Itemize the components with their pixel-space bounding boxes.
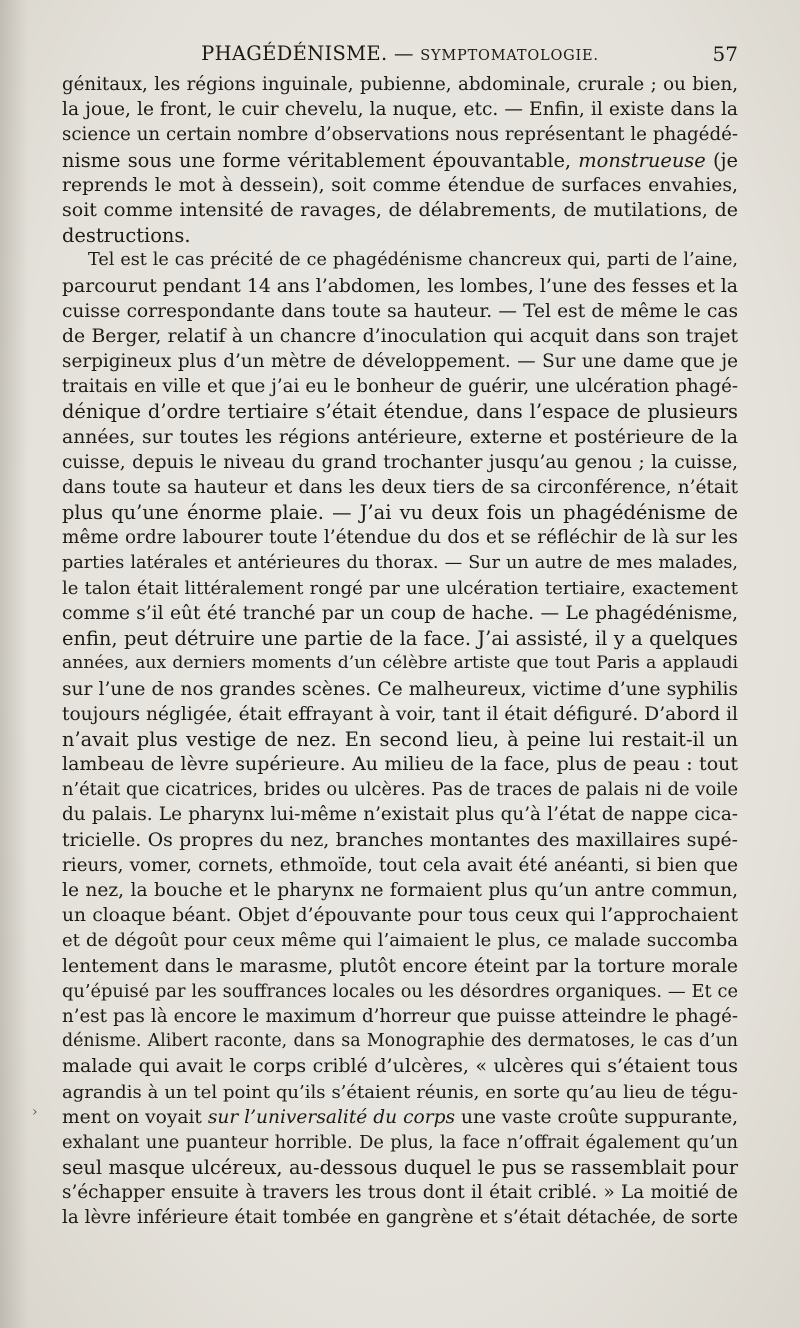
page-gutter-shadow bbox=[0, 0, 28, 1328]
text-line: années, sur toutes les régions antérieure, externe et postérieure de la bbox=[62, 426, 738, 448]
text-line: plus qu’une énorme plaie. — J’ai vu deux fois un phagédénisme de bbox=[62, 501, 738, 525]
text-line: lambeau de lèvre supérieure. Au milieu de la face, plus de peau : tout bbox=[62, 753, 738, 776]
text-line: enfin, peut détruire une partie de la face. J’ai assisté, il y a quelques bbox=[62, 627, 738, 651]
text-line: lentement dans le marasme, plutôt encore éteint par la torture morale bbox=[62, 955, 738, 977]
text-line: la joue, le front, le cuir chevelu, la nuque, etc. — Enfin, il existe dans la bbox=[62, 99, 738, 121]
text-line: parties latérales et antérieures du thorax. — Sur un autre de mes malades, bbox=[62, 552, 738, 573]
text-line: cuisse, depuis le niveau du grand trochanter jusqu’au genou ; la cuisse, bbox=[62, 451, 738, 473]
text-line: le talon était littéralement rongé par une ulcération tertiaire, exactement bbox=[62, 577, 738, 599]
text-line: reprends le mot à dessein), soit comme étendue de surfaces envahies, bbox=[62, 174, 738, 196]
text-line: qu’épuisé par les souffrances locales ou les désordres organiques. — Et ce bbox=[62, 980, 738, 1002]
text-line: années, aux derniers moments d’un célèbre artiste que tout Paris a applaudi bbox=[62, 653, 738, 674]
text-line: n’était que cicatrices, brides ou ulcères. Pas de traces de palais ni de voile bbox=[62, 779, 738, 801]
running-head-section: SYMPTOMATOLOGIE. bbox=[420, 48, 599, 64]
text-line: agrandis à un tel point qu’ils s’étaient réunis, en sorte qu’au lieu de tégu- bbox=[62, 1081, 738, 1103]
text-line: nisme sous une forme véritablement épouvantable, monstrueuse (je bbox=[62, 148, 738, 172]
text-line: serpigineux plus d’un mètre de développement. — Sur une dame que je bbox=[62, 351, 738, 373]
text-line: cuisse correspondante dans toute sa hauteur. — Tel est de même le cas bbox=[62, 300, 738, 322]
text-line: génitaux, les régions inguinale, pubienne, abdominale, crurale ; ou bien, bbox=[62, 74, 738, 95]
text-line: du palais. Le pharynx lui-même n’existait plus qu’à l’état de nappe cica- bbox=[62, 804, 738, 826]
text-line: soit comme intensité de ravages, de délabrements, de mutilations, de bbox=[62, 198, 738, 221]
running-head-chapter: PHAGÉDÉNISME. — bbox=[201, 42, 421, 65]
running-head-title bbox=[62, 42, 738, 65]
text-line: parcourut pendant 14 ans l’abdomen, les lombes, l’une des fesses et la bbox=[62, 275, 738, 297]
text-line: destructions. bbox=[62, 224, 191, 248]
text-line: même ordre labourer toute l’étendue du dos et se réfléchir de là sur les bbox=[62, 527, 738, 549]
running-head bbox=[62, 38, 738, 70]
text-line: de Berger, relatif à un chancre d’inoculation qui acquit dans son trajet bbox=[62, 325, 738, 347]
text-line: seul masque ulcéreux, au-dessous duquel le pus se rassemblait pour bbox=[62, 1156, 738, 1180]
text-line: toujours négligée, était effrayant à voir, tant il était défiguré. D’abord il bbox=[62, 703, 738, 725]
text-line: comme s’il eût été tranché par un coup de hache. — Le phagédénisme, bbox=[62, 602, 738, 624]
text-line: science un certain nombre d’observations nous représentant le phagédé- bbox=[62, 124, 738, 146]
text-line: un cloaque béant. Objet d’épouvante pour tous ceux qui l’approchaient bbox=[62, 905, 738, 927]
italic-phrase: sur l’universalité du corps bbox=[207, 1106, 456, 1128]
text-line: et de dégoût pour ceux même qui l’aimaient le plus, ce malade succomba bbox=[62, 930, 738, 952]
text-line: dénisme. Alibert raconte, dans sa Monographie des dermatoses, le cas d’un bbox=[62, 1031, 738, 1052]
text-line: la lèvre inférieure était tombée en gangrène et s’était détachée, de sorte bbox=[62, 1207, 738, 1229]
body-text bbox=[62, 72, 738, 1231]
text-line: sur l’une de nos grandes scènes. Ce malheureux, victime d’une syphilis bbox=[62, 678, 738, 700]
text-line: Tel est le cas précité de ce phagédénisme chancreux qui, parti de l’aine, bbox=[88, 250, 738, 271]
text-line: rieurs, vomer, cornets, ethmoïde, tout cela avait été anéanti, si bien que bbox=[62, 854, 738, 876]
text-line: le nez, la bouche et le pharynx ne formaient plus qu’un antre commun, bbox=[62, 880, 738, 901]
text-line: exhalant une puanteur horrible. De plus, la face n’offrait également qu’un bbox=[62, 1131, 738, 1153]
italic-phrase: monstrueuse bbox=[578, 148, 706, 172]
text-line: tricielle. Os propres du nez, branches montantes des maxillaires supé- bbox=[62, 829, 738, 851]
text-line: n’est pas là encore le maximum d’horreur que puisse atteindre le phagé- bbox=[62, 1005, 738, 1027]
margin-mark: › bbox=[32, 1104, 38, 1120]
text-line: s’échapper ensuite à travers les trous dont il était criblé. » La moitié de bbox=[62, 1182, 738, 1204]
page-number: 57 bbox=[712, 42, 738, 66]
text-line: ment on voyait sur l’universalité du corps une vaste croûte suppurante, bbox=[62, 1106, 738, 1128]
text-line: malade qui avait le corps criblé d’ulcères, « ulcères qui s’étaient tous bbox=[62, 1055, 738, 1078]
text-line: n’avait plus vestige de nez. En second lieu, à peine lui restait-il un bbox=[62, 727, 738, 751]
text-line: traitais en ville et que j’ai eu le bonheur de guérir, une ulcération phagé- bbox=[62, 376, 738, 398]
text-line: dénique d’ordre tertiaire s’était étendue, dans l’espace de plusieurs bbox=[62, 400, 738, 424]
text-line: dans toute sa hauteur et dans les deux tiers de sa circonférence, n’était bbox=[62, 477, 738, 498]
